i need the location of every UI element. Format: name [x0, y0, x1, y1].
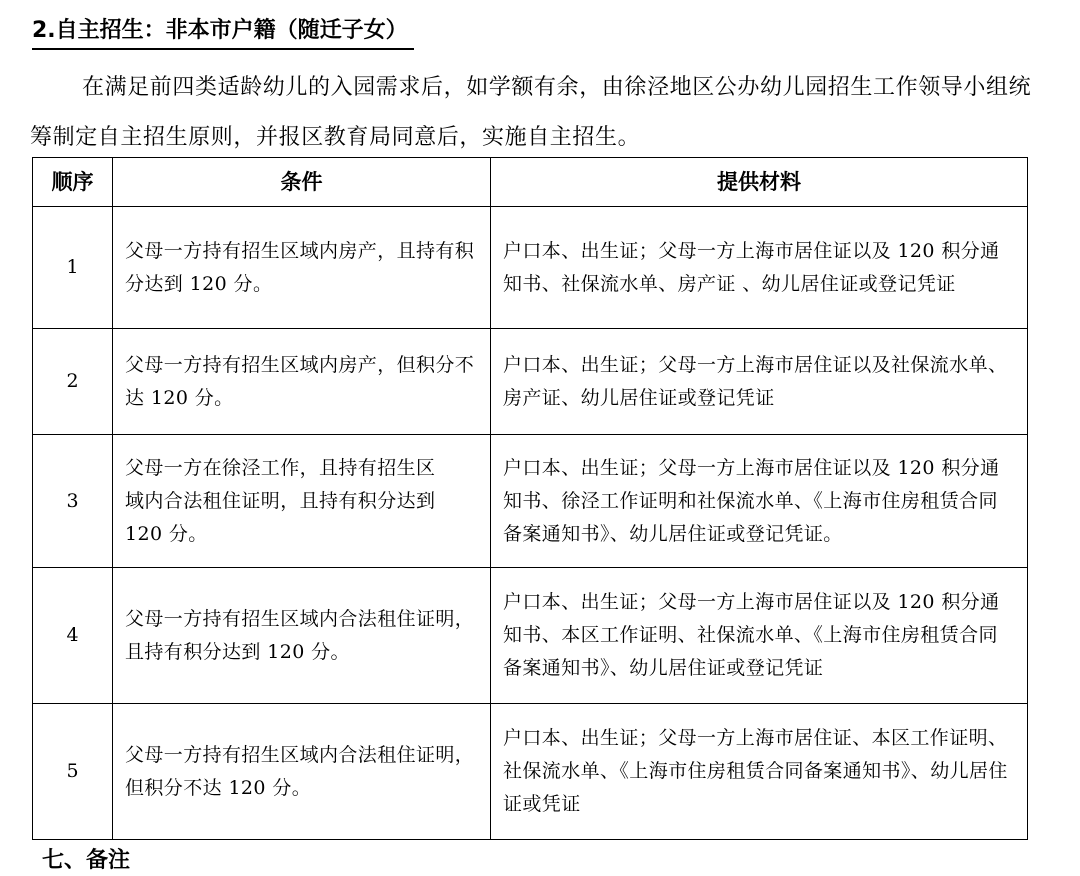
row-materials: 户口本、出生证；父母一方上海市居住证以及 120 积分通知书、本区工作证明、社保流水单、《上海市住房租赁合同备案通知书》、幼儿居住证或登记凭证 [491, 568, 1028, 704]
header-condition: 条件 [113, 158, 491, 207]
section-heading: 2.自主招生：非本市户籍（随迁子女） [32, 14, 414, 50]
row-materials: 户口本、出生证；父母一方上海市居住证以及社保流水单、房产证、幼儿居住证或登记凭证 [491, 329, 1028, 435]
row-condition: 父母一方持有招生区域内合法租住证明，但积分不达 120 分。 [113, 704, 491, 840]
row-order: 2 [33, 329, 113, 435]
header-order: 顺序 [33, 158, 113, 207]
table-row [33, 207, 1028, 329]
row-materials: 户口本、出生证；父母一方上海市居住证以及 120 积分通知书、社保流水单、房产证 、幼儿居住证或登记凭证 [491, 207, 1028, 329]
table-row [33, 435, 1028, 568]
row-order: 5 [33, 704, 113, 840]
admission-table [32, 157, 1028, 840]
row-condition: 父母一方持有招生区域内房产，且持有积分达到 120 分。 [113, 207, 491, 329]
row-order: 4 [33, 568, 113, 704]
header-materials: 提供材料 [491, 158, 1028, 207]
row-condition: 父母一方持有招生区域内房产，但积分不达 120 分。 [113, 329, 491, 435]
row-materials: 户口本、出生证；父母一方上海市居住证、本区工作证明、社保流水单、《上海市住房租赁合同备案通知书》、幼儿居住证或凭证 [491, 704, 1028, 840]
table-row [33, 329, 1028, 435]
row-condition: 父母一方在徐泾工作，且持有招生区域内合法租住证明，且持有积分达到 120 分。 [113, 435, 491, 568]
next-section-heading: 七、备注 [42, 848, 131, 873]
table-row [33, 704, 1028, 840]
table-header-row [33, 158, 1028, 207]
row-materials: 户口本、出生证；父母一方上海市居住证以及 120 积分通知书、徐泾工作证明和社保流水单、《上海市住房租赁合同备案通知书》、幼儿居住证或登记凭证。 [491, 435, 1028, 568]
row-order: 3 [33, 435, 113, 568]
section-paragraph: 在满足前四类适龄幼儿的入园需求后，如学额有余，由徐泾地区公办幼儿园招生工作领导小组统筹制定自主招生原则，并报区教育局同意后，实施自主招生。 [30, 75, 1032, 150]
row-condition: 父母一方持有招生区域内合法租住证明，且持有积分达到 120 分。 [113, 568, 491, 704]
table-row [33, 568, 1028, 704]
row-order: 1 [33, 207, 113, 329]
